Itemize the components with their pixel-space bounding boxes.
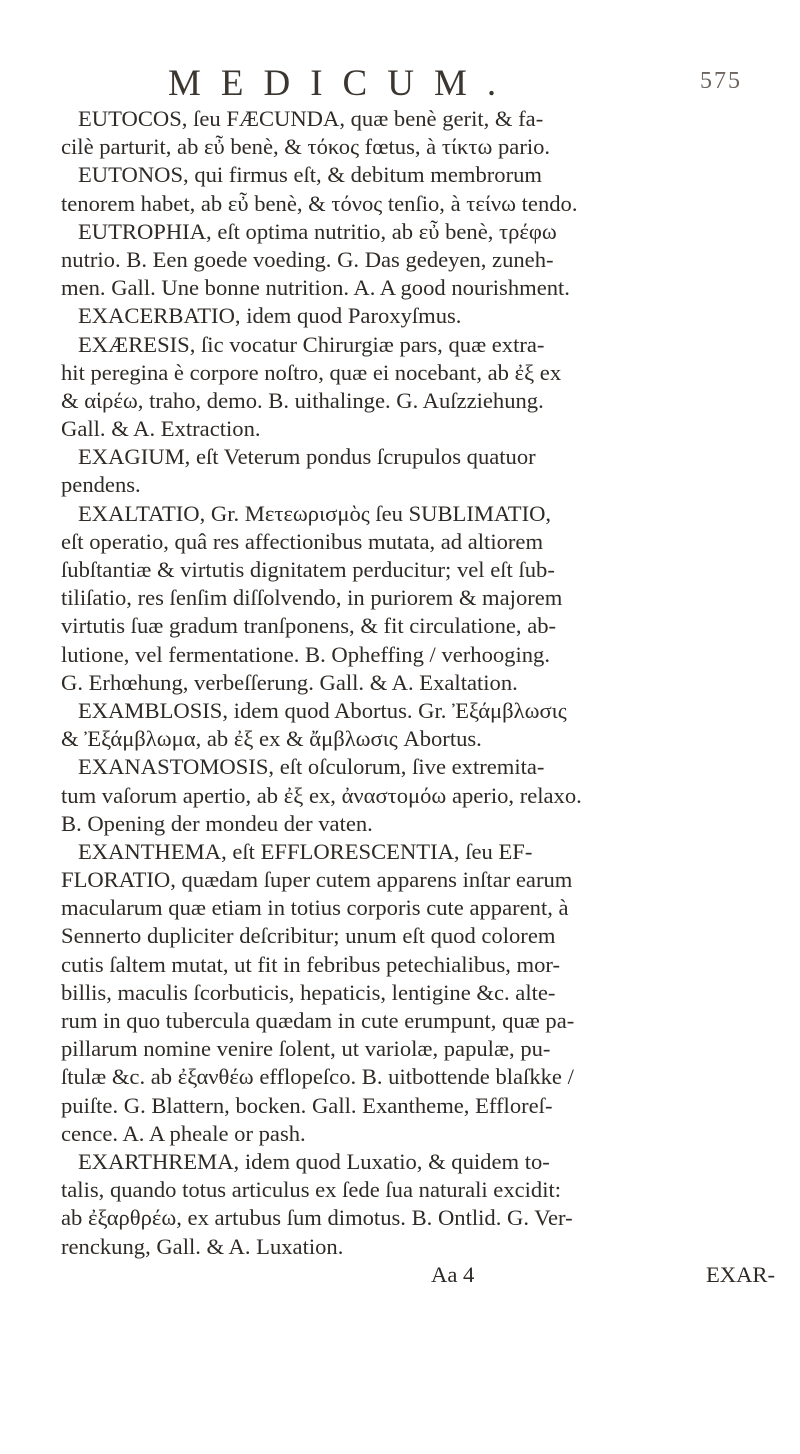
entry-line: EUTROPHIA, eſt optima nutritio, ab εὖ benè, τρέφω [78,218,557,244]
signature-mark: Aa 4 [431,1261,475,1287]
entry-line: ab ἐξαρθρέω, ex artubus ſum dimotus. B. Ontlid. G. Ver- [61,1205,573,1231]
entry-line: lutione, vel fermentatione. B. Opheffing / verhooging. [61,641,550,667]
entry-line: & Ἐξάμβλωμα, ab ἐξ ex & ἄμβλωσις Abortus. [61,726,482,752]
entry-line: EXÆRESIS, ſic vocatur Chirurgiæ pars, quæ extra- [78,331,545,357]
entry-line: Sennerto dupliciter deſcribitur; unum eſt quod colorem [61,923,556,949]
entry-line: cutis ſaltem mutat, ut fit in febribus petechialibus, mor- [61,951,561,977]
entry-line: EXANTHEMA, eſt EFFLORESCENTIA, ſeu EF- [78,838,533,864]
entry-line: billis, maculis ſcorbuticis, hepaticis, lentigine &c. alte- [61,979,556,1005]
entry-line: talis, quando totus articulus ex ſede ſua naturali excidit: [61,1177,562,1203]
entry-line: cence. A. A pheale or pash. [61,1120,306,1146]
entry-line: EXALTATIO, Gr. Μετεωρισμὸς ſeu SUBLIMATIO, [78,500,552,526]
entry-line: EUTONOS, qui firmus eſt, & debitum membrorum [78,162,542,188]
entry-line: ſtulæ &c. ab ἐξανθέω efflореſco. B. uitbottende blaſkke / [61,1064,574,1090]
entry-line: Gall. & A. Extraction. [61,416,261,442]
entry-line: EXARTHREMA, idem quod Luxatio, & quidem to- [78,1148,550,1174]
entry-line: eſt operatio, quâ res affectionibus mutata, ad altiorem [61,528,544,554]
entry-line: men. Gall. Une bonne nutrition. A. A good nourishment. [61,275,570,301]
entry-line: virtutis ſuæ gradum tranſponens, & fit circulatione, ab- [61,613,557,639]
entry-line: pillarum nomine venire ſolent, ut variolæ, papulæ, pu- [61,1036,551,1062]
entry-line: EXAMBLOSIS, idem quod Abortus. Gr. Ἐξάμβλωσις [78,697,567,723]
entry-line: tenorem habet, ab εὖ benè, & τόνος tenſio, à τείνω tendo. [61,190,578,216]
entry-line: EUTOCOS, ſeu FÆCUNDA, quæ benè gerit, & fa- [78,106,544,131]
entry-line: tiliſatio, res ſenſim diſſolvendo, in puriorem & majorem [61,585,563,611]
page-header [0,62,800,102]
entry-line: EXANASTOMOSIS, eſt oſculorum, ſive extremita- [78,754,545,780]
catchword: EXAR- [705,1261,775,1287]
entry-line: B. Opening der mondeu der vaten. [61,810,373,836]
entry-line: macularum quæ etiam in totius corporis cute apparent, à [61,895,569,921]
entry-line: & αἱρέω, traho, demo. B. uithalinge. G. Auſzziehung. [61,387,544,413]
entry-line: ſubſtantiæ & virtutis dignitatem perducitur; vel eſt ſub- [61,557,555,582]
entry-line: tum vaſorum apertio, ab ἐξ ex, ἀναστομόω aperio, relaxo. [61,782,582,808]
entry-line: nutrio. B. Een goede voeding. G. Das gedeyen, zuneh- [61,246,554,272]
running-head: MEDICUM. [168,63,517,104]
entry-line: EXAGIUM, eſt Veterum pondus ſcrupulos quatuor [78,444,536,470]
page-number: 575 [700,68,742,94]
entry-line: cilè parturit, ab εὖ benè, & τόκος fœtus, à τίκτω pario. [61,134,551,160]
entry-line: rum in quo tubercula quædam in cute erumpunt, quæ pa- [61,1008,575,1033]
entry-line: hit peregina è corpore noſtro, quæ ei nocebant, ab ἐξ ex [61,359,562,385]
entry-line: puiſte. G. Blattern, bocken. Gall. Exantheme, Effloreſ- [61,1092,553,1118]
dictionary-text [61,105,781,1289]
entry-line: FLORATIO, quædam ſuper cutem apparens inſtar earum [61,867,573,893]
footer-line [61,1261,781,1289]
entry-line: renckung, Gall. & A. Luxation. [61,1233,344,1259]
entry-line: G. Erhœhung, verbeſſerung. Gall. & A. Exaltation. [61,669,518,695]
entry-line: EXACERBATIO, idem quod Paroxyſmus. [78,303,462,329]
entry-line: pendens. [61,472,141,498]
